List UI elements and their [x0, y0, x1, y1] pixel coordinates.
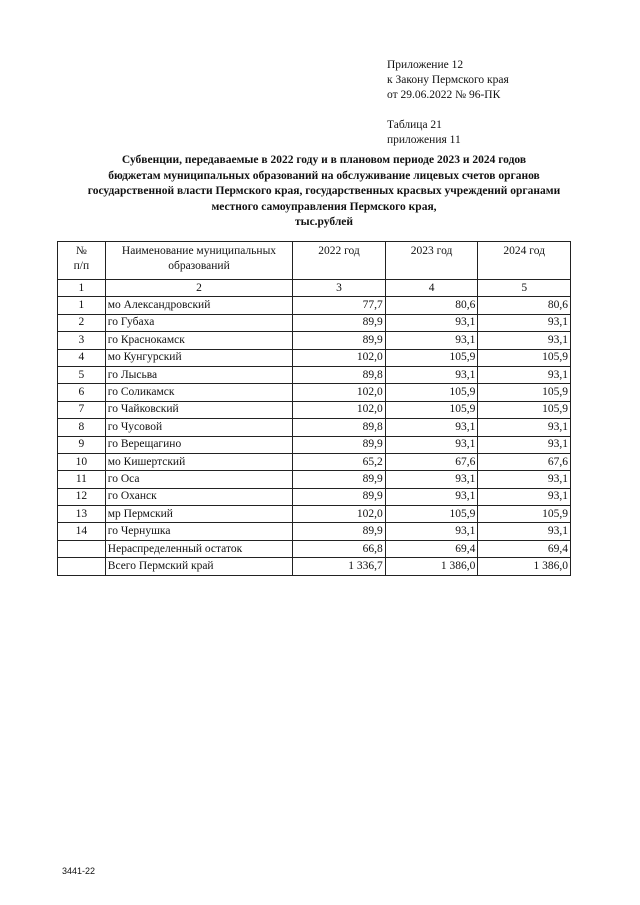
row-number: 4: [58, 349, 106, 366]
municipality-name: мо Кунгурский: [105, 349, 292, 366]
row-number: 10: [58, 453, 106, 470]
row-number: 2: [58, 314, 106, 331]
municipality-name: го Краснокамск: [105, 332, 292, 349]
table-ref-line: приложения 11: [387, 134, 461, 146]
municipality-name: го Оса: [105, 471, 292, 488]
subventions-table: [57, 241, 571, 576]
value-2023: 105,9: [385, 384, 478, 401]
table-row: [58, 297, 571, 314]
municipality-name: го Соликамск: [105, 384, 292, 401]
header-municipality: Наименование муниципальных образований: [105, 242, 292, 280]
value-2024: 105,9: [478, 401, 571, 418]
row-number: 9: [58, 436, 106, 453]
value-2023: 93,1: [385, 366, 478, 383]
municipality-name: го Оханск: [105, 488, 292, 505]
value-2024: 93,1: [478, 523, 571, 540]
table-row: [58, 506, 571, 523]
value-2023: 93,1: [385, 471, 478, 488]
value-2024: 93,1: [478, 314, 571, 331]
row-number: 11: [58, 471, 106, 488]
appendix-line: к Закону Пермского края: [387, 74, 509, 86]
value-2023: 105,9: [385, 506, 478, 523]
value-2023: 93,1: [385, 436, 478, 453]
value-2024: 69,4: [478, 540, 571, 557]
column-number: 1: [58, 280, 106, 297]
title-line: местного самоуправления Пермского края,: [211, 200, 437, 213]
municipality-name: го Лысьва: [105, 366, 292, 383]
value-2024: 93,1: [478, 436, 571, 453]
table-row: [58, 436, 571, 453]
document-title: [40, 153, 608, 231]
header-2024: 2024 год: [478, 242, 571, 280]
table-row: [58, 488, 571, 505]
table-row: [58, 401, 571, 418]
table-row: [58, 558, 571, 575]
table-row: [58, 366, 571, 383]
value-2024: 93,1: [478, 419, 571, 436]
value-2022: 89,9: [293, 488, 386, 505]
title-line: Субвенции, передаваемые в 2022 году и в плановом периоде 2023 и 2024 годов: [121, 154, 527, 166]
value-2022: 66,8: [293, 540, 386, 557]
value-2024: 1 386,0: [478, 558, 571, 575]
value-2023: 105,9: [385, 349, 478, 366]
table-row: [58, 540, 571, 557]
row-number: 14: [58, 523, 106, 540]
value-2024: 93,1: [478, 488, 571, 505]
table-ref-line: Таблица 21: [387, 119, 442, 131]
value-2023: 105,9: [385, 401, 478, 418]
value-2022: 89,8: [293, 419, 386, 436]
header-2023: 2023 год: [385, 242, 478, 280]
table-row: [58, 523, 571, 540]
value-2022: 77,7: [293, 297, 386, 314]
municipality-name: го Чусовой: [105, 419, 292, 436]
column-number: 2: [105, 280, 292, 297]
value-2022: 89,9: [293, 436, 386, 453]
value-2023: 69,4: [385, 540, 478, 557]
value-2022: 102,0: [293, 506, 386, 523]
municipality-name: мо Александровский: [105, 297, 292, 314]
title-line: бюджетам муниципальных образований на обслуживание лицевых счетов органов: [108, 169, 540, 182]
value-2022: 89,9: [293, 523, 386, 540]
municipality-name: Нераспределенный остаток: [105, 540, 292, 557]
value-2024: 93,1: [478, 332, 571, 349]
value-2022: 1 336,7: [293, 558, 386, 575]
row-number: 7: [58, 401, 106, 418]
municipality-name: Всего Пермский край: [105, 558, 292, 575]
table-row: [58, 471, 571, 488]
value-2022: 89,9: [293, 332, 386, 349]
row-number: 8: [58, 419, 106, 436]
value-2023: 67,6: [385, 453, 478, 470]
table-row: [58, 349, 571, 366]
row-number: 12: [58, 488, 106, 505]
municipality-name: мо Кишертский: [105, 453, 292, 470]
value-2022: 102,0: [293, 349, 386, 366]
row-number: [58, 540, 106, 557]
column-number: 5: [478, 280, 571, 297]
value-2024: 105,9: [478, 506, 571, 523]
column-number: 3: [293, 280, 386, 297]
value-2024: 105,9: [478, 349, 571, 366]
table-header-row: [58, 242, 571, 280]
row-number: 3: [58, 332, 106, 349]
municipality-name: го Верещагино: [105, 436, 292, 453]
value-2022: 102,0: [293, 384, 386, 401]
value-2024: 67,6: [478, 453, 571, 470]
value-2024: 93,1: [478, 471, 571, 488]
row-number: 13: [58, 506, 106, 523]
header-number: № п/п: [58, 242, 106, 280]
value-2023: 80,6: [385, 297, 478, 314]
value-2024: 93,1: [478, 366, 571, 383]
table-row: [58, 453, 571, 470]
value-2024: 105,9: [478, 384, 571, 401]
value-2022: 89,9: [293, 314, 386, 331]
municipality-name: го Чернушка: [105, 523, 292, 540]
row-number: [58, 558, 106, 575]
value-2023: 93,1: [385, 332, 478, 349]
value-2023: 93,1: [385, 419, 478, 436]
table-row: [58, 332, 571, 349]
document-code: 3441-22: [62, 866, 96, 876]
row-number: 1: [58, 297, 106, 314]
row-number: 5: [58, 366, 106, 383]
header-2022: 2022 год: [293, 242, 386, 280]
value-2022: 89,8: [293, 366, 386, 383]
value-2023: 93,1: [385, 314, 478, 331]
table-row: [58, 314, 571, 331]
units-label: тыс.рублей: [294, 216, 354, 228]
appendix-line: Приложение 12: [387, 59, 464, 71]
value-2023: 1 386,0: [385, 558, 478, 575]
column-number: 4: [385, 280, 478, 297]
table-reference: [387, 118, 461, 148]
value-2023: 93,1: [385, 488, 478, 505]
value-2023: 93,1: [385, 523, 478, 540]
municipality-name: мр Пермский: [105, 506, 292, 523]
value-2022: 102,0: [293, 401, 386, 418]
appendix-line: от 29.06.2022 № 96-ПК: [387, 89, 501, 101]
municipality-name: го Губаха: [105, 314, 292, 331]
table-row: [58, 384, 571, 401]
table-row: [58, 419, 571, 436]
value-2022: 89,9: [293, 471, 386, 488]
municipality-name: го Чайковский: [105, 401, 292, 418]
value-2022: 65,2: [293, 453, 386, 470]
column-numbers-row: [58, 280, 571, 297]
value-2024: 80,6: [478, 297, 571, 314]
title-line: государственной власти Пермского края, государственных красвых учреждений органами: [87, 185, 561, 197]
appendix-reference: [387, 58, 509, 103]
row-number: 6: [58, 384, 106, 401]
